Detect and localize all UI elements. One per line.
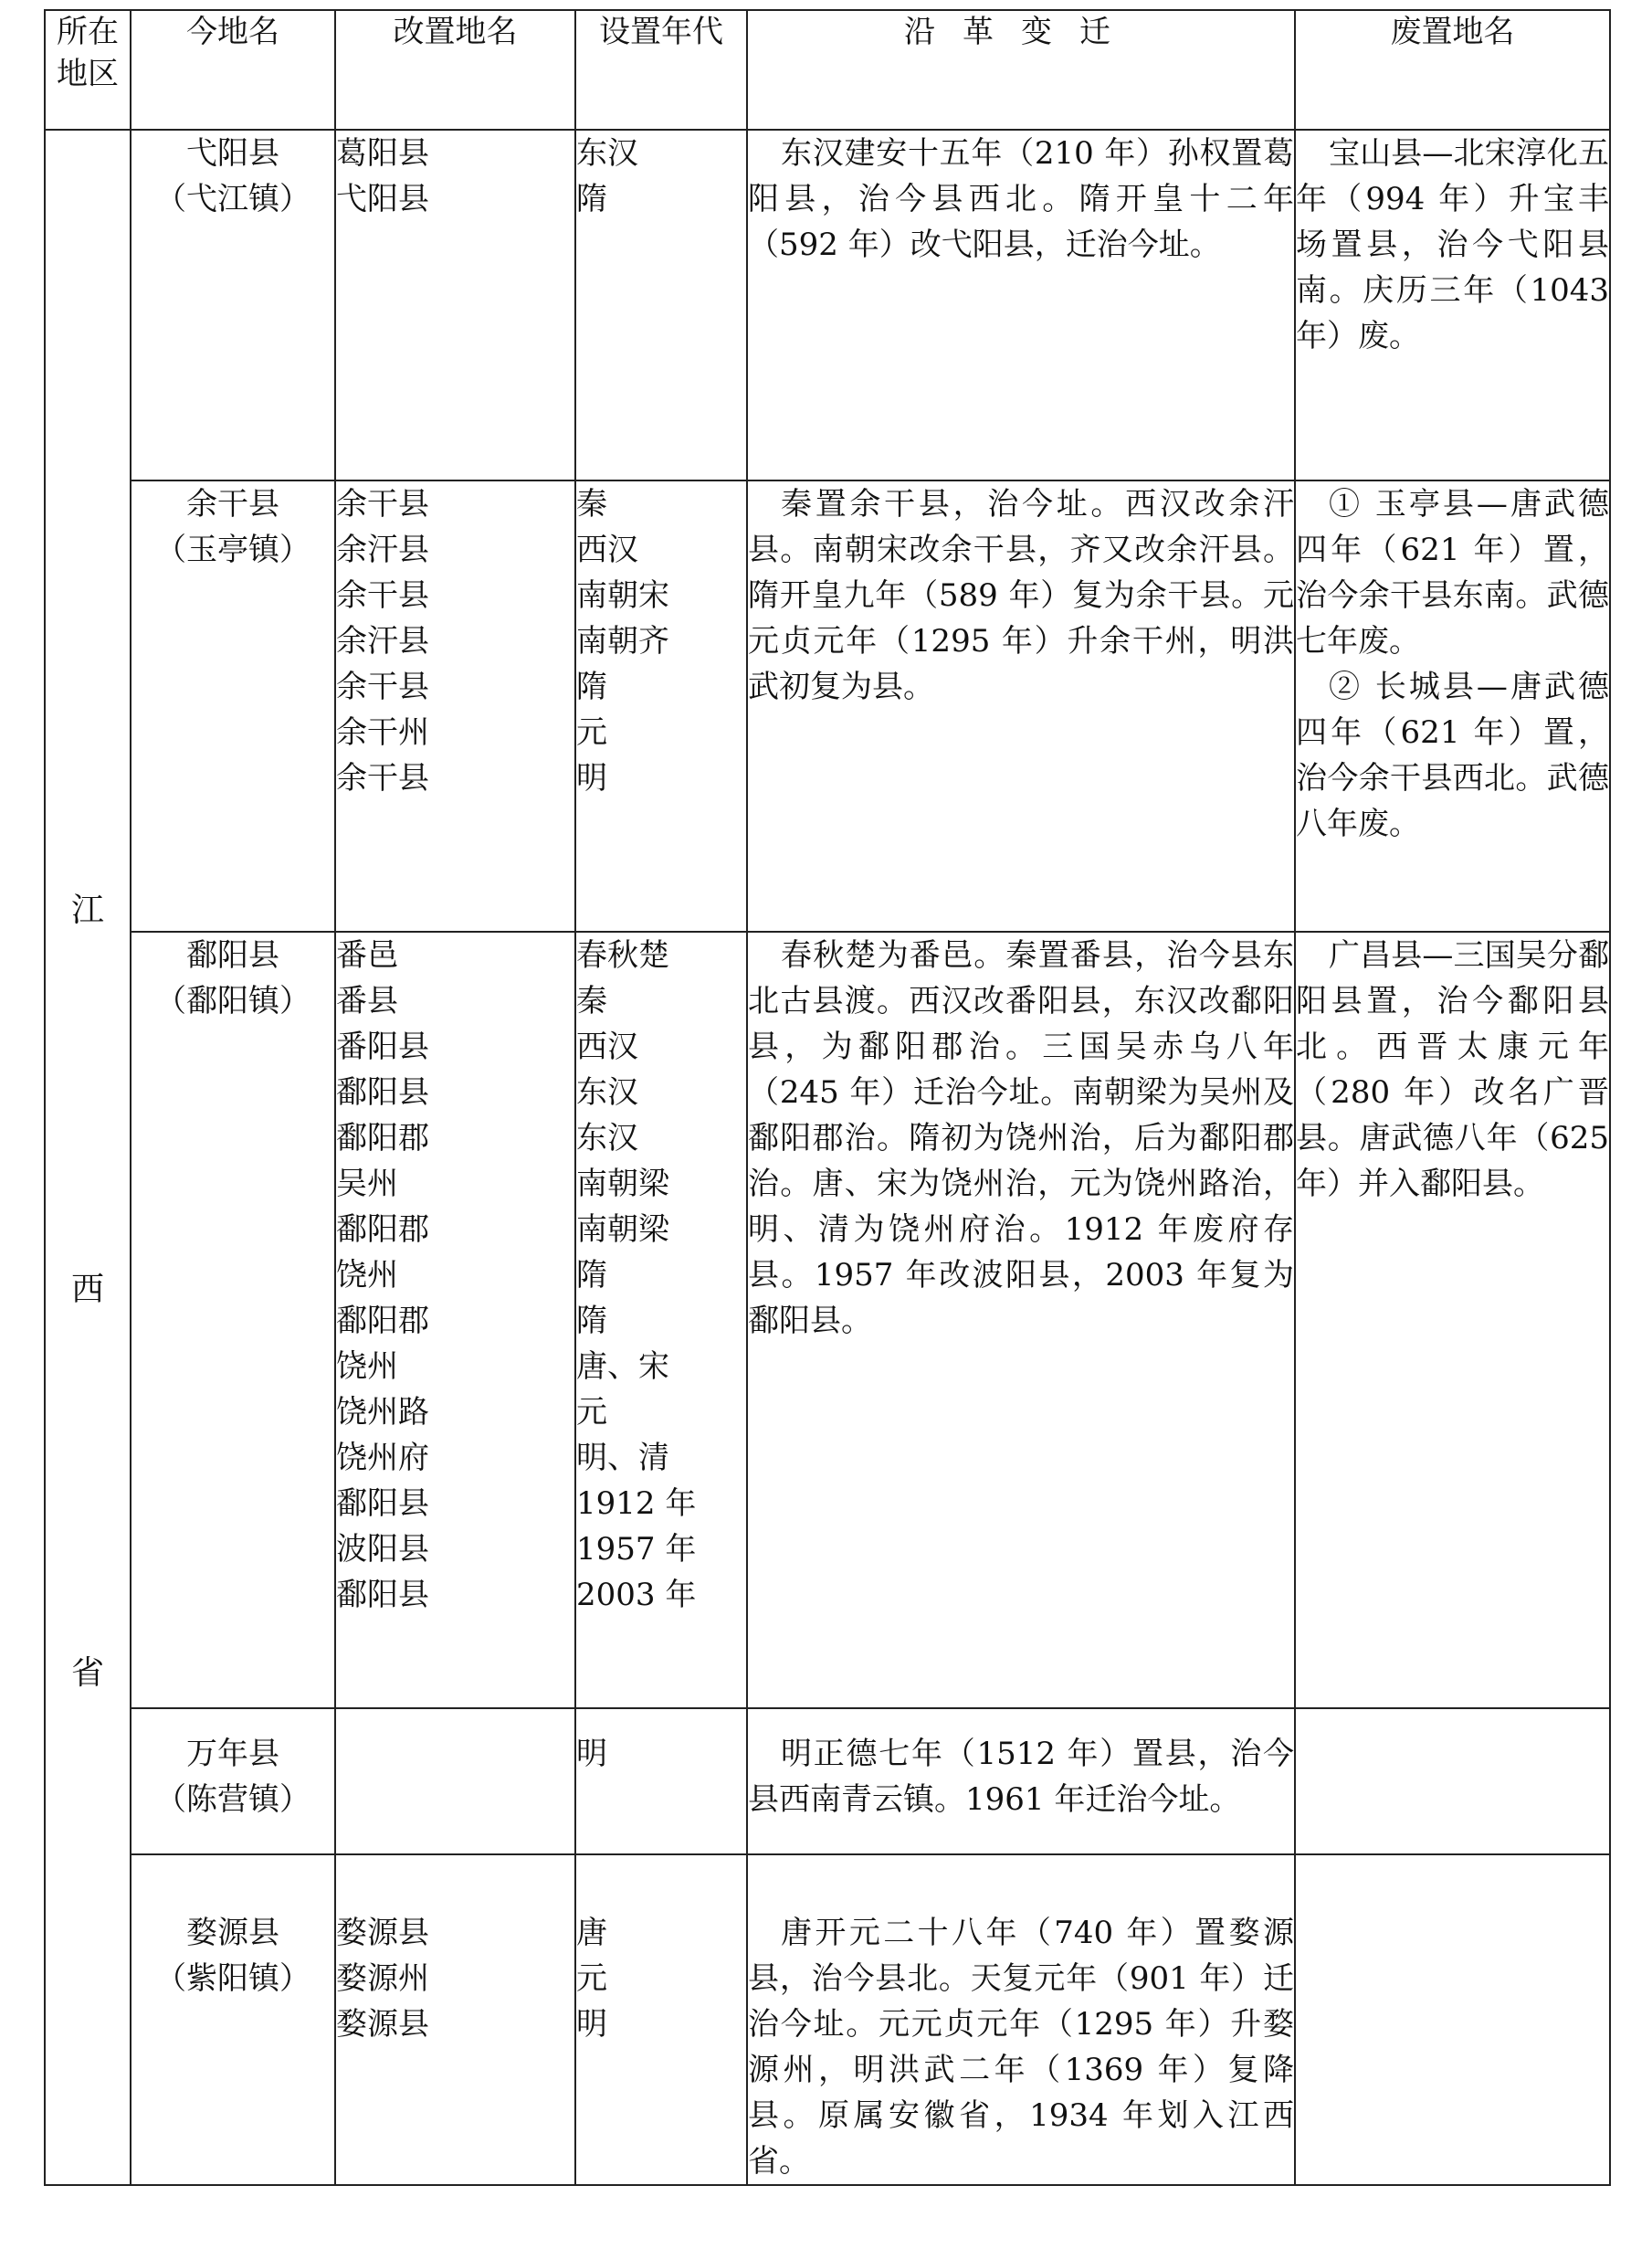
era: 南朝梁 (576, 1211, 669, 1248)
abolished-cell (1295, 480, 1610, 932)
abolished-entry: 宝山县—北宋淳化五年（994 年）升宝丰场置县，治今弋阳县南。庆历三年（1043 年）废。 (1296, 135, 1609, 354)
era: 明 (576, 760, 607, 797)
table-row (45, 480, 1610, 932)
changed-names-cell (335, 932, 575, 1708)
history-cell (747, 130, 1295, 480)
changed-name: 鄱阳县 (336, 1485, 429, 1522)
history-text: 明正德七年（1512 年）置县，治今县西南青云镇。1961 年迁治今址。 (748, 1736, 1294, 1818)
modern-name: 弋阳县 (186, 135, 279, 172)
era: 秦 (576, 486, 607, 523)
era: 南朝宋 (576, 577, 669, 614)
abolished-cell (1295, 130, 1610, 480)
era: 明 (576, 2006, 607, 2043)
header-row (45, 10, 1610, 130)
modern-town: （紫阳镇） (155, 1960, 310, 1997)
history-cell (747, 1708, 1295, 1854)
modern-town: （陈营镇） (155, 1781, 310, 1818)
changed-name: 番邑 (336, 937, 398, 974)
changed-name: 余干州 (336, 714, 429, 751)
changed-name: 饶州 (336, 1348, 398, 1385)
era: 隋 (576, 181, 607, 217)
eras-cell (575, 480, 747, 932)
changed-names-cell (335, 1708, 575, 1854)
changed-name: 鄱阳郡 (336, 1211, 429, 1248)
modern-name-cell (131, 1854, 335, 2185)
region-cell (45, 130, 131, 2185)
history-text: 唐开元二十八年（740 年）置婺源县，治今县北。天复元年（901 年）迁治今址。元元贞元年（1295 年）升婺源州，明洪武二年（1369 年）复降县。原属安徽省，1934 年划入江西省。 (748, 1915, 1294, 2180)
era: 2003 年 (576, 1577, 697, 1613)
history-cell (747, 932, 1295, 1708)
changed-names-cell (335, 130, 575, 480)
abolished-entry: ① 玉亭县—唐武德四年（621 年）置，治今余干县东南。武德七年废。 (1296, 486, 1609, 660)
changed-name: 饶州路 (336, 1394, 429, 1431)
table-row (45, 1708, 1610, 1854)
changed-name: 婺源县 (336, 2006, 429, 2043)
changed-names-cell (335, 480, 575, 932)
changed-name: 余干县 (336, 486, 429, 523)
era: 唐、宋 (576, 1348, 669, 1385)
eras-cell (575, 1708, 747, 1854)
era: 明、清 (576, 1440, 669, 1476)
era: 元 (576, 714, 607, 751)
era: 秦 (576, 983, 607, 1019)
modern-name-cell (131, 1708, 335, 1854)
era: 西汉 (576, 1029, 638, 1065)
modern-name-cell (131, 932, 335, 1708)
era: 明 (576, 1736, 607, 1772)
header-changed-name: 改置地名 (335, 10, 575, 130)
era: 南朝梁 (576, 1166, 669, 1202)
header-modern-name: 今地名 (131, 10, 335, 130)
era: 隋 (576, 669, 607, 705)
history-text: 秦置余干县，治今址。西汉改余汗县。南朝宋改余干县，齐又改余汗县。隋开皇九年（589 年）复为余干县。元元贞元年（1295 年）升余干州，明洪武初复为县。 (748, 486, 1294, 705)
era: 东汉 (576, 1074, 638, 1111)
changed-name: 余干县 (336, 760, 429, 797)
header-abolished: 废置地名 (1295, 10, 1610, 130)
eras-cell (575, 932, 747, 1708)
changed-name: 番县 (336, 983, 398, 1019)
table-row (45, 1854, 1610, 2185)
modern-town: （鄱阳镇） (155, 983, 310, 1019)
history-cell (747, 480, 1295, 932)
header-era: 设置年代 (575, 10, 747, 130)
era: 南朝齐 (576, 623, 669, 660)
region-char-2: 西 (70, 1271, 104, 1308)
era: 元 (576, 1394, 607, 1431)
changed-name: 余干县 (336, 669, 429, 705)
changed-name: 波阳县 (336, 1531, 429, 1568)
changed-name: 葛阳县 (336, 135, 429, 172)
eras-cell (575, 1854, 747, 2185)
eras-cell (575, 130, 747, 480)
modern-town: （玉亭镇） (155, 532, 310, 568)
modern-town: （弋江镇） (155, 181, 310, 217)
modern-name: 万年县 (186, 1736, 279, 1772)
era: 1957 年 (576, 1531, 697, 1568)
era: 唐 (576, 1915, 607, 1951)
changed-name: 余干县 (336, 577, 429, 614)
abolished-cell (1295, 932, 1610, 1708)
abolished-cell (1295, 1854, 1610, 2185)
header-history-label: 沿革变迁 (904, 14, 1138, 50)
era: 隋 (576, 1303, 607, 1339)
changed-name: 鄱阳县 (336, 1074, 429, 1111)
era: 东汉 (576, 135, 638, 172)
modern-name-cell (131, 130, 335, 480)
era: 西汉 (576, 532, 638, 568)
modern-name: 婺源县 (186, 1915, 279, 1951)
changed-name: 弋阳县 (336, 181, 429, 217)
header-history (747, 10, 1295, 130)
table-row (45, 130, 1610, 480)
changed-name: 鄱阳县 (336, 1577, 429, 1613)
changed-name: 番阳县 (336, 1029, 429, 1065)
table-row (45, 932, 1610, 1708)
history-cell (747, 1854, 1295, 2185)
changed-name: 婺源州 (336, 1960, 429, 1997)
modern-name-cell (131, 480, 335, 932)
history-text: 春秋楚为番邑。秦置番县，治今县东北古县渡。西汉改番阳县，东汉改鄱阳县，为鄱阳郡治。三国吴赤乌八年（245 年）迁治今址。南朝梁为吴州及鄱阳郡治。隋初为饶州治，后为鄱阳郡治。唐、宋为饶州治，元为饶州路治，明、清为饶州府治。1912 年废府存县。1957 年改波阳县，2003 年复为鄱阳县。 (748, 937, 1294, 1339)
era: 东汉 (576, 1120, 638, 1156)
modern-name: 鄱阳县 (186, 937, 279, 974)
era: 元 (576, 1960, 607, 1997)
changed-name: 余汗县 (336, 623, 429, 660)
abolished-entry: 广昌县—三国吴分鄱阳县置，治今鄱阳县北。西晋太康元年（280 年）改名广晋县。唐武德八年（625 年）并入鄱阳县。 (1296, 937, 1609, 1202)
changed-name: 婺源县 (336, 1915, 429, 1951)
changed-name: 鄱阳郡 (336, 1120, 429, 1156)
modern-name: 余干县 (186, 486, 279, 523)
admin-history-table (44, 9, 1611, 2186)
changed-name: 饶州府 (336, 1440, 429, 1476)
region-char-3: 省 (70, 1654, 104, 1692)
changed-name: 余汗县 (336, 532, 429, 568)
region-char-1: 江 (70, 892, 104, 929)
abolished-cell (1295, 1708, 1610, 1854)
changed-name: 鄱阳郡 (336, 1303, 429, 1339)
era: 春秋楚 (576, 937, 669, 974)
changed-name: 吴州 (336, 1166, 398, 1202)
changed-name: 饶州 (336, 1257, 398, 1293)
history-text: 东汉建安十五年（210 年）孙权置葛阳县，治今县西北。隋开皇十二年（592 年）改弋阳县，迁治今址。 (748, 135, 1294, 263)
era: 1912 年 (576, 1485, 697, 1522)
header-region: 所在地区 (45, 10, 131, 130)
abolished-entry: ② 长城县—唐武德四年（621 年）置，治今余干县西北。武德八年废。 (1296, 669, 1609, 842)
era: 隋 (576, 1257, 607, 1293)
changed-names-cell (335, 1854, 575, 2185)
